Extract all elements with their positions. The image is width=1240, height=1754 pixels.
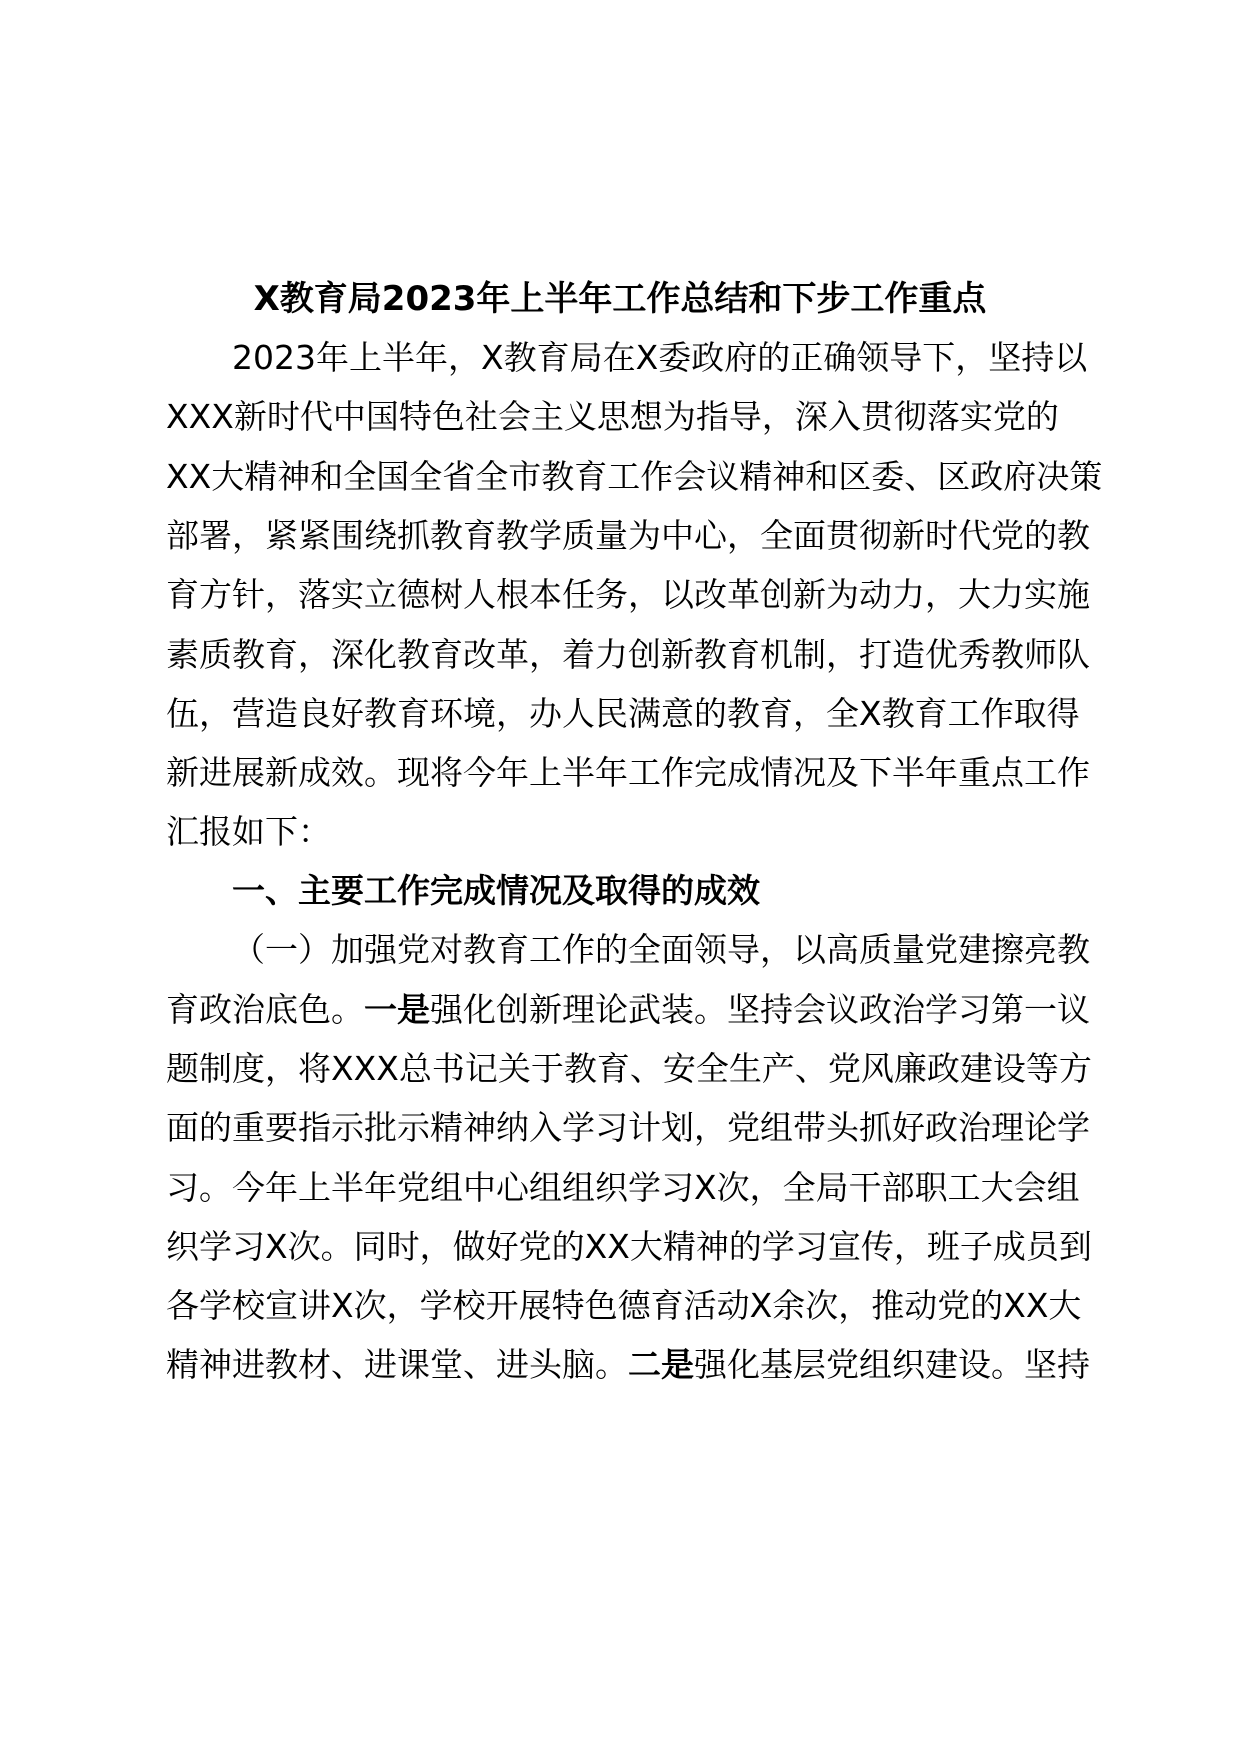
paragraph-line: 部署，紧紧围绕抓教育教学质量为中心，全面贯彻新时代党的教 [166, 516, 1090, 555]
paragraph-line: 伍，营造良好教育环境，办人民满意的教育，全X教育工作取得 [166, 694, 1080, 733]
paragraph-line: 面的重要指示批示精神纳入学习计划，党组带头抓好政治理论学 [166, 1108, 1090, 1147]
paragraph-line: 织学习X次。同时，做好党的XX大精神的学习宣传，班子成员到 [166, 1227, 1092, 1266]
document-title: X教育局2023年上半年工作总结和下步工作重点 [253, 279, 987, 319]
paragraph-line: 素质教育，深化教育改革，着力创新教育机制，打造优秀教师队 [166, 635, 1090, 674]
paragraph-line: （一）加强党对教育工作的全面领导，以高质量党建擦亮教 [232, 930, 1090, 969]
section-heading: 一、主要工作完成情况及取得的成效 [232, 871, 760, 910]
text-run: 强化创新理论武装。坚持会议政治学习第一议 [430, 990, 1090, 1029]
bold-marker: 二是 [628, 1345, 694, 1384]
paragraph-line: 育方针，落实立德树人根本任务，以改革创新为动力，大力实施 [166, 575, 1090, 614]
paragraph-line: 新进展新成效。现将今年上半年工作完成情况及下半年重点工作 [166, 753, 1090, 792]
paragraph-line: 各学校宣讲X次，学校开展特色德育活动X余次，推动党的XX大 [166, 1286, 1082, 1325]
text-run: 育政治底色。 [166, 990, 364, 1029]
paragraph-line: 习。今年上半年党组中心组组织学习X次，全局干部职工大会组 [166, 1168, 1080, 1207]
paragraph-line: XXX新时代中国特色社会主义思想为指导，深入贯彻落实党的 [166, 397, 1059, 436]
bold-marker: 一是 [364, 990, 430, 1029]
paragraph-line: 汇报如下： [166, 812, 331, 851]
paragraph-line: XX大精神和全国全省全市教育工作会议精神和区委、区政府决策 [166, 457, 1103, 496]
text-run: 强化基层党组织建设。坚持 [694, 1345, 1090, 1384]
text-run: 精神进教材、进课堂、进头脑。 [166, 1345, 628, 1384]
paragraph-line: 2023年上半年，X教育局在X委政府的正确领导下，坚持以 [232, 338, 1088, 377]
paragraph-line [166, 988, 1090, 1032]
paragraph-line [166, 1343, 1090, 1387]
paragraph-line: 题制度，将XXX总书记关于教育、安全生产、党风廉政建设等方 [166, 1049, 1092, 1088]
